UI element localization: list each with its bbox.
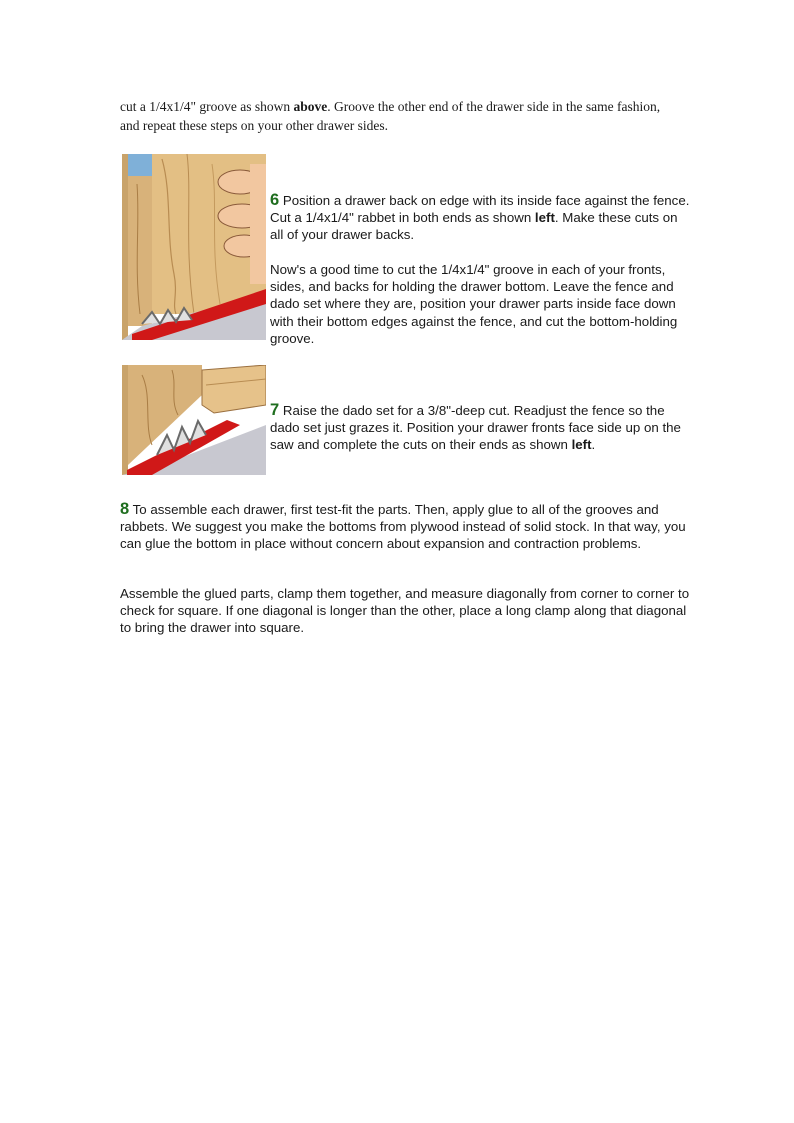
step8-paragraph-1: [120, 501, 690, 553]
step6-paragraph-2: Now's a good time to cut the 1/4x1/4" groove in each of your fronts, sides, and backs for holding the drawer bottom. Leave the fence and dado set where they are, position your drawer parts inside face down with their bottom edges against the fence, and cut the bottom-holding groove.: [270, 262, 678, 346]
step7-text-post: .: [591, 437, 596, 453]
step6-illustration: [122, 154, 266, 340]
step8-paragraph-2: Assemble the glued parts, clamp them together, and measure diagonally from corner to corner to check for square. If one diagonal is longer than the other, place a long clamp along that diagonal to bring the drawer into square.: [120, 586, 690, 636]
step6-bold-left: left: [534, 210, 555, 226]
step6-text-pre: Position a drawer back on edge with its inside face against the fence. Cut a 1/4x1/4" rabbet in both ends as shown: [270, 193, 690, 226]
step7-illustration: [122, 365, 266, 475]
step6-text-post: . Make these cuts on all of your drawer backs.: [270, 210, 678, 243]
step8-number: 8: [120, 500, 130, 518]
step6-number: 6: [270, 191, 280, 209]
step7-number: 7: [270, 401, 280, 419]
intro-bold-above: above: [293, 99, 328, 114]
intro-paragraph: [120, 97, 680, 135]
intro-text-post: . Groove the other end of the drawer side in the same fashion, and repeat these steps on your other drawer sides.: [120, 99, 661, 133]
intro-text-pre: cut a 1/4x1/4" groove as shown: [120, 99, 294, 114]
step7-text-pre: Raise the dado set for a 3/8"-deep cut. Readjust the fence so the dado set just grazes it. Position your drawer fronts face side up on the saw and complete the cuts on their ends as shown: [270, 403, 681, 453]
step6-paragraph-1: [270, 192, 690, 244]
step7-paragraph: [270, 402, 690, 454]
step8-text: To assemble each drawer, first test-fit the parts. Then, apply glue to all of the grooves and rabbets. We suggest you make the bottoms from plywood instead of solid stock. In that way, you can glue the bottom in place without concern about expansion and contraction problems.: [120, 502, 686, 552]
step7-bold-left: left: [571, 437, 592, 453]
